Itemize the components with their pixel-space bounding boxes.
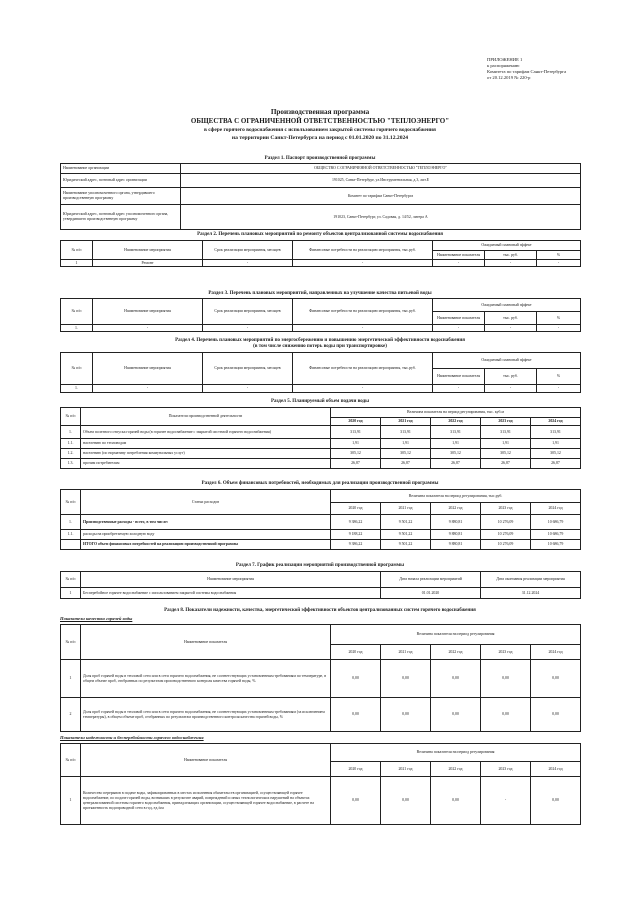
subsection-reliability: Показатели надежности и бесперебойности горячего водоснабжения bbox=[60, 735, 204, 740]
header-percent: % bbox=[537, 369, 581, 385]
table-row bbox=[61, 164, 581, 174]
header-name: Наименование показателя bbox=[81, 625, 331, 660]
header-effect: Ожидаемый плановый эффект bbox=[433, 241, 581, 251]
cell-value: 0,00 bbox=[431, 660, 481, 698]
header-no: № п/п bbox=[61, 625, 81, 660]
header-year: 2022 год bbox=[431, 503, 481, 515]
cell-name: Доля проб горячей воды в тепловой сети или в сети горячего водоснабжения, не соответствующих установленным требованиям по температуре, в общем объеме проб, отобранных по результатам производственного контроля качества горячей воды, % bbox=[81, 660, 331, 698]
header-values: Величина показателя на период регулирования bbox=[331, 625, 581, 645]
table-row bbox=[61, 205, 581, 230]
header-year: 2021 год bbox=[381, 645, 431, 660]
document-title bbox=[100, 108, 540, 142]
cell-name: - bbox=[93, 385, 203, 393]
cell-value: 0,00 bbox=[531, 660, 581, 698]
cell-name: прочим потребителям bbox=[81, 459, 331, 469]
table-row bbox=[61, 260, 581, 267]
section2-title: Раздел 2. Перечень плановых мероприятий по ремонту объектов централизованной системы водоснабжения bbox=[197, 232, 443, 237]
passport-table bbox=[60, 163, 581, 230]
table-row bbox=[61, 660, 581, 698]
table-row bbox=[61, 698, 581, 732]
header-name: Наименование мероприятия bbox=[93, 241, 203, 260]
header-year: 2021 год bbox=[381, 503, 431, 515]
cell-no: 1. bbox=[61, 385, 93, 393]
header-year: 2022 год bbox=[431, 645, 481, 660]
section1-title: Раздел 1. Паспорт производственной программы bbox=[264, 156, 376, 161]
table-row bbox=[61, 459, 581, 469]
cell-percent: - bbox=[537, 325, 581, 332]
cell-thousand-rub: - bbox=[485, 325, 537, 332]
energy-saving-measures-table bbox=[60, 352, 581, 393]
cell-value: 0,00 bbox=[331, 698, 381, 732]
header-year: 2024 год bbox=[531, 418, 581, 426]
cell-no: 1.2. bbox=[61, 449, 81, 459]
section7-title: Раздел 7. График реализации мероприятий производственной программы bbox=[235, 563, 405, 568]
cell-value: 0,00 bbox=[431, 698, 481, 732]
cell-finance: - bbox=[293, 325, 433, 332]
cell-name: Ремонт bbox=[93, 260, 203, 267]
cell-name: ИТОГО объем финансовых потребностей на реализацию производственной программы bbox=[81, 540, 331, 550]
header-values: Величина показателя на период регулирования, тыс. куб.м bbox=[331, 408, 581, 418]
header-percent: % bbox=[537, 312, 581, 325]
cell-end-date: 31.12.2024 bbox=[481, 588, 581, 599]
cell-no: 1 bbox=[61, 660, 81, 698]
cell-no: 1.1. bbox=[61, 530, 81, 540]
cell-value: 305,12 bbox=[331, 449, 381, 459]
cell-value: 0,00 bbox=[331, 777, 381, 825]
reliability-table bbox=[60, 743, 581, 825]
table-row bbox=[61, 540, 581, 550]
section3-title: Раздел 3. Перечень плановых мероприятий, направленных на улучшение качества питьевой воды bbox=[208, 291, 432, 296]
section5-title: Раздел 5. Планируемый объем подачи воды bbox=[270, 399, 370, 404]
cell-value: 10 686,79 bbox=[531, 540, 581, 550]
cell-value: 10 276,09 bbox=[481, 515, 531, 530]
header-indicator: Наименование показателя bbox=[433, 312, 485, 325]
appendix-line: от 20.12.2019 № 220-р bbox=[487, 75, 531, 80]
cell-value: 305,12 bbox=[431, 449, 481, 459]
cell-no: 1. bbox=[61, 515, 81, 530]
hot-water-quality-table bbox=[60, 624, 581, 732]
header-values: Величина показателя на период регулирования, тыс.руб. bbox=[331, 490, 581, 503]
cell-value: 313,91 bbox=[481, 426, 531, 439]
header-thousand-rub: тыс. руб. bbox=[485, 369, 537, 385]
title-line: Производственная программа bbox=[270, 108, 370, 116]
header-start-date: Дата начала реализации мероприятий bbox=[381, 572, 481, 588]
header-no: № п/п bbox=[61, 299, 93, 325]
cell-value: 313,91 bbox=[431, 426, 481, 439]
header-effect: Ожидаемый плановый эффект bbox=[433, 299, 581, 312]
section6-title: Раздел 6. Объем финансовых потребностей, необходимых для реализации производственной программы bbox=[201, 481, 439, 486]
appendix-line: ПРИЛОЖЕНИЕ 1 bbox=[487, 57, 523, 62]
cell-value: 305,12 bbox=[481, 449, 531, 459]
cell-value: 0,00 bbox=[481, 660, 531, 698]
header-name: Статьи расходов bbox=[81, 490, 331, 515]
header-year: 2022 год bbox=[431, 762, 481, 777]
header-year: 2023 год bbox=[481, 418, 531, 426]
cell-value: 313,91 bbox=[331, 426, 381, 439]
table-row bbox=[61, 299, 581, 312]
header-period: Срок реализации мероприятия, месяцев bbox=[203, 299, 293, 325]
header-year: 2020 год bbox=[331, 645, 381, 660]
header-name: Наименование мероприятия bbox=[93, 299, 203, 325]
cell-value: 0,00 bbox=[431, 777, 481, 825]
header-year: 2021 год bbox=[381, 418, 431, 426]
cell-value: - bbox=[481, 777, 531, 825]
cell-indicator: - bbox=[433, 325, 485, 332]
header-end-date: Дата окончания реализации мероприятия bbox=[481, 572, 581, 588]
table-row bbox=[61, 588, 581, 599]
cell-value: 305,12 bbox=[531, 449, 581, 459]
cell-value: 26,87 bbox=[331, 459, 381, 469]
cell-no bbox=[61, 540, 81, 550]
table-row bbox=[61, 325, 581, 332]
header-effect: Ожидаемый плановый эффект bbox=[433, 353, 581, 369]
cell-no: 1. bbox=[61, 426, 81, 439]
cell-value: 9 501,22 bbox=[381, 540, 431, 550]
header-no: № п/п bbox=[61, 744, 81, 777]
title-period: на территории Санкт-Петербурга на период с 01.01.2020 по 31.12.2024 bbox=[231, 135, 409, 141]
cell-value: 0,00 bbox=[531, 698, 581, 732]
cell-no: 1. bbox=[61, 325, 93, 332]
passport-value: Комитет по тарифам Санкт-Петербурга bbox=[181, 188, 581, 205]
section8-title: Раздел 8. Показатели надежности, качества, энергетической эффективности объектов централизованных систем горячего водоснабжения bbox=[164, 608, 476, 613]
header-no: № п/п bbox=[61, 353, 93, 385]
table-row bbox=[61, 572, 581, 588]
header-year: 2023 год bbox=[481, 645, 531, 660]
cell-value: 26,87 bbox=[381, 459, 431, 469]
appendix-note bbox=[487, 57, 617, 81]
cell-no: 1 bbox=[61, 588, 81, 599]
cell-value: 9 880,81 bbox=[431, 540, 481, 550]
header-year: 2024 год bbox=[531, 503, 581, 515]
header-thousand-rub: тыс. руб. bbox=[485, 251, 537, 260]
passport-value: 191023, Санкт-Петербург, ул. Садовая, д. 14/52, литера А bbox=[181, 205, 581, 230]
repair-measures-table bbox=[60, 240, 581, 267]
cell-value: 1,91 bbox=[531, 439, 581, 449]
table-row bbox=[61, 515, 581, 530]
table-row bbox=[61, 426, 581, 439]
table-row bbox=[61, 241, 581, 251]
cell-value: 9 880,81 bbox=[431, 530, 481, 540]
table-row bbox=[61, 777, 581, 825]
header-year: 2020 год bbox=[331, 762, 381, 777]
appendix-line: Комитета по тарифам Санкт-Петербурга bbox=[487, 69, 567, 74]
cell-name: населению по тепловодам bbox=[81, 439, 331, 449]
cell-value: 0,00 bbox=[381, 698, 431, 732]
cell-no: 2 bbox=[61, 698, 81, 732]
header-indicator: Наименование показателя bbox=[433, 369, 485, 385]
header-no: № п/п bbox=[61, 241, 93, 260]
cell-period: - bbox=[203, 260, 293, 267]
cell-value: 313,91 bbox=[381, 426, 431, 439]
passport-label: Юридический адрес, почтовый адрес организации bbox=[61, 174, 181, 188]
table-row bbox=[61, 353, 581, 369]
header-name: Показатели производственной деятельности bbox=[81, 408, 331, 426]
header-no: № п/п bbox=[61, 490, 81, 515]
header-finance: Финансовые потребности на реализацию мероприятия, тыс.руб. bbox=[293, 353, 433, 385]
cell-value: 26,87 bbox=[431, 459, 481, 469]
water-volume-table bbox=[60, 407, 581, 469]
header-thousand-rub: тыс. руб. bbox=[485, 312, 537, 325]
table-row bbox=[61, 174, 581, 188]
passport-label: Наименование организации bbox=[61, 164, 181, 174]
cell-name: Объем полезного отпуска горячей воды (в горячее водоснабжение с закрытой системой горячего водоснабжения) bbox=[81, 426, 331, 439]
header-period: Срок реализации мероприятия, месяцев bbox=[203, 241, 293, 260]
passport-value: ОБЩЕСТВО С ОГРАНИЧЕННОЙ ОТВЕТСТВЕННОСТЬЮ "ТЕПЛОЭНЕРГО" bbox=[181, 164, 581, 174]
cell-name: населению (по нормативу потребления коммунальных услуг) bbox=[81, 449, 331, 459]
cell-name: - bbox=[93, 325, 203, 332]
cell-no: 1 bbox=[61, 260, 93, 267]
cell-value: 0,00 bbox=[381, 660, 431, 698]
header-finance: Финансовые потребности на реализацию мероприятия, тыс.руб. bbox=[293, 241, 433, 260]
cell-value: 1,91 bbox=[381, 439, 431, 449]
header-finance: Финансовые потребности на реализацию мероприятия, тыс.руб. bbox=[293, 299, 433, 325]
cell-percent: - bbox=[537, 385, 581, 393]
cell-value: 313,91 bbox=[531, 426, 581, 439]
table-row bbox=[61, 744, 581, 762]
cell-no: 1.3. bbox=[61, 459, 81, 469]
header-no: № п/п bbox=[61, 572, 81, 588]
cell-value: 0,00 bbox=[531, 777, 581, 825]
table-row bbox=[61, 439, 581, 449]
passport-value: 191025, Санкт-Петербург, ул.Инструментальная, д.3, лит.Е bbox=[181, 174, 581, 188]
cell-value: 9 880,81 bbox=[431, 515, 481, 530]
cell-thousand-rub: - bbox=[485, 260, 537, 267]
cell-value: 10 276,09 bbox=[481, 530, 531, 540]
cell-value: 9 386,22 bbox=[331, 540, 381, 550]
cell-finance: - bbox=[293, 385, 433, 393]
cell-name: Доля проб горячей воды в тепловой сети или в сети горячего водоснабжения, не соответствующих установленным требованиям (за исключением температуры), в общем объеме проб, отобранных по результатам производственного контроля качества горячей воды, % bbox=[81, 698, 331, 732]
header-name: Наименование показателя bbox=[81, 744, 331, 777]
section4-title: Раздел 4. Перечень плановых мероприятий по энергосбережению и повышению энергетической эффективности водоснабжения bbox=[175, 338, 465, 343]
header-no: № п/п bbox=[61, 408, 81, 426]
cell-percent: - bbox=[537, 260, 581, 267]
cell-no: 1 bbox=[61, 777, 81, 825]
cell-finance: - bbox=[293, 260, 433, 267]
cell-start-date: 01.01.2020 bbox=[381, 588, 481, 599]
title-organization: ОБЩЕСТВА С ОГРАНИЧЕННОЙ ОТВЕТСТВЕННОСТЬЮ "ТЕПЛОЭНЕРГО" bbox=[190, 117, 450, 125]
cell-indicator: - bbox=[433, 385, 485, 393]
cell-value: 305,12 bbox=[381, 449, 431, 459]
header-name: Наименование мероприятия bbox=[93, 353, 203, 385]
schedule-table bbox=[60, 571, 581, 599]
cell-name: Количество перерывов в подаче воды, зафиксированных в местах исполнения обязательств организацией, осуществляющей горячее водоснабжение, по подаче горячей воды, возникших в результате аварий, повреждений и иных технологических нарушений на объектах централизованной системы горячего водоснабжения, принадлежащих организации, осуществляющей горячее водоснабжение, в расчете на протяженность водопроводной сети в год, ед./км bbox=[81, 777, 331, 825]
table-row bbox=[61, 449, 581, 459]
section4-subtitle: (в том числе снижению потерь воды при транспортировке) bbox=[253, 344, 387, 349]
header-year: 2024 год bbox=[531, 762, 581, 777]
passport-label: Наименование уполномоченного органа, утвердившего производственную программу bbox=[61, 188, 181, 205]
table-row bbox=[61, 530, 581, 540]
cell-value: 9 501,22 bbox=[381, 515, 431, 530]
header-year: 2020 год bbox=[331, 503, 381, 515]
cell-value: 1,91 bbox=[481, 439, 531, 449]
cell-value: 26,87 bbox=[481, 459, 531, 469]
cell-value: 0,00 bbox=[481, 698, 531, 732]
header-year: 2021 год bbox=[381, 762, 431, 777]
appendix-line: к распоряжению bbox=[487, 63, 520, 68]
header-percent: % bbox=[537, 251, 581, 260]
cell-value: 0,00 bbox=[331, 660, 381, 698]
cell-period: - bbox=[203, 325, 293, 332]
cell-value: 1,91 bbox=[431, 439, 481, 449]
table-row bbox=[61, 625, 581, 645]
cell-value: 9 386,22 bbox=[331, 515, 381, 530]
header-period: Срок реализации мероприятия, месяцев bbox=[203, 353, 293, 385]
header-year: 2024 год bbox=[531, 645, 581, 660]
header-year: 2023 год bbox=[481, 503, 531, 515]
table-row bbox=[61, 408, 581, 418]
cell-no: 1.1. bbox=[61, 439, 81, 449]
header-indicator: Наименование показателя bbox=[433, 251, 485, 260]
cell-value: 26,87 bbox=[531, 459, 581, 469]
cell-value: 0,00 bbox=[381, 777, 431, 825]
header-name: Наименование мероприятия bbox=[81, 572, 381, 588]
cell-name: Производственные расходы - всего, в том числе: bbox=[81, 515, 331, 530]
header-year: 2020 год bbox=[331, 418, 381, 426]
cell-value: 10 686,79 bbox=[531, 515, 581, 530]
cell-value: 9 501,22 bbox=[381, 530, 431, 540]
header-year: 2022 год bbox=[431, 418, 481, 426]
passport-label: Юридический адрес, почтовый адрес уполномоченного органа, утвердившего производственную программу bbox=[61, 205, 181, 230]
header-year: 2023 год bbox=[481, 762, 531, 777]
table-row bbox=[61, 385, 581, 393]
cell-value: 10 686,79 bbox=[531, 530, 581, 540]
financial-needs-table bbox=[60, 489, 581, 550]
cell-value: 9 188,22 bbox=[331, 530, 381, 540]
cell-period: - bbox=[203, 385, 293, 393]
subsection-quality: Показатели качества горячей воды bbox=[60, 616, 133, 621]
header-values: Величина показателя на период регулирования bbox=[331, 744, 581, 762]
cell-name: расходы на приобретаемую холодную воду bbox=[81, 530, 331, 540]
cell-value: 10 276,09 bbox=[481, 540, 531, 550]
cell-indicator: - bbox=[433, 260, 485, 267]
table-row bbox=[61, 490, 581, 503]
cell-value: 1,91 bbox=[331, 439, 381, 449]
table-row bbox=[61, 188, 581, 205]
cell-name: Бесперебойное горячее водоснабжение с использованием закрытой системы водоснабжения bbox=[81, 588, 381, 599]
cell-thousand-rub: - bbox=[485, 385, 537, 393]
water-quality-measures-table bbox=[60, 298, 581, 332]
title-scope: в сфере горячего водоснабжения с использованием закрытой системы горячего водоснабжения bbox=[204, 127, 436, 133]
